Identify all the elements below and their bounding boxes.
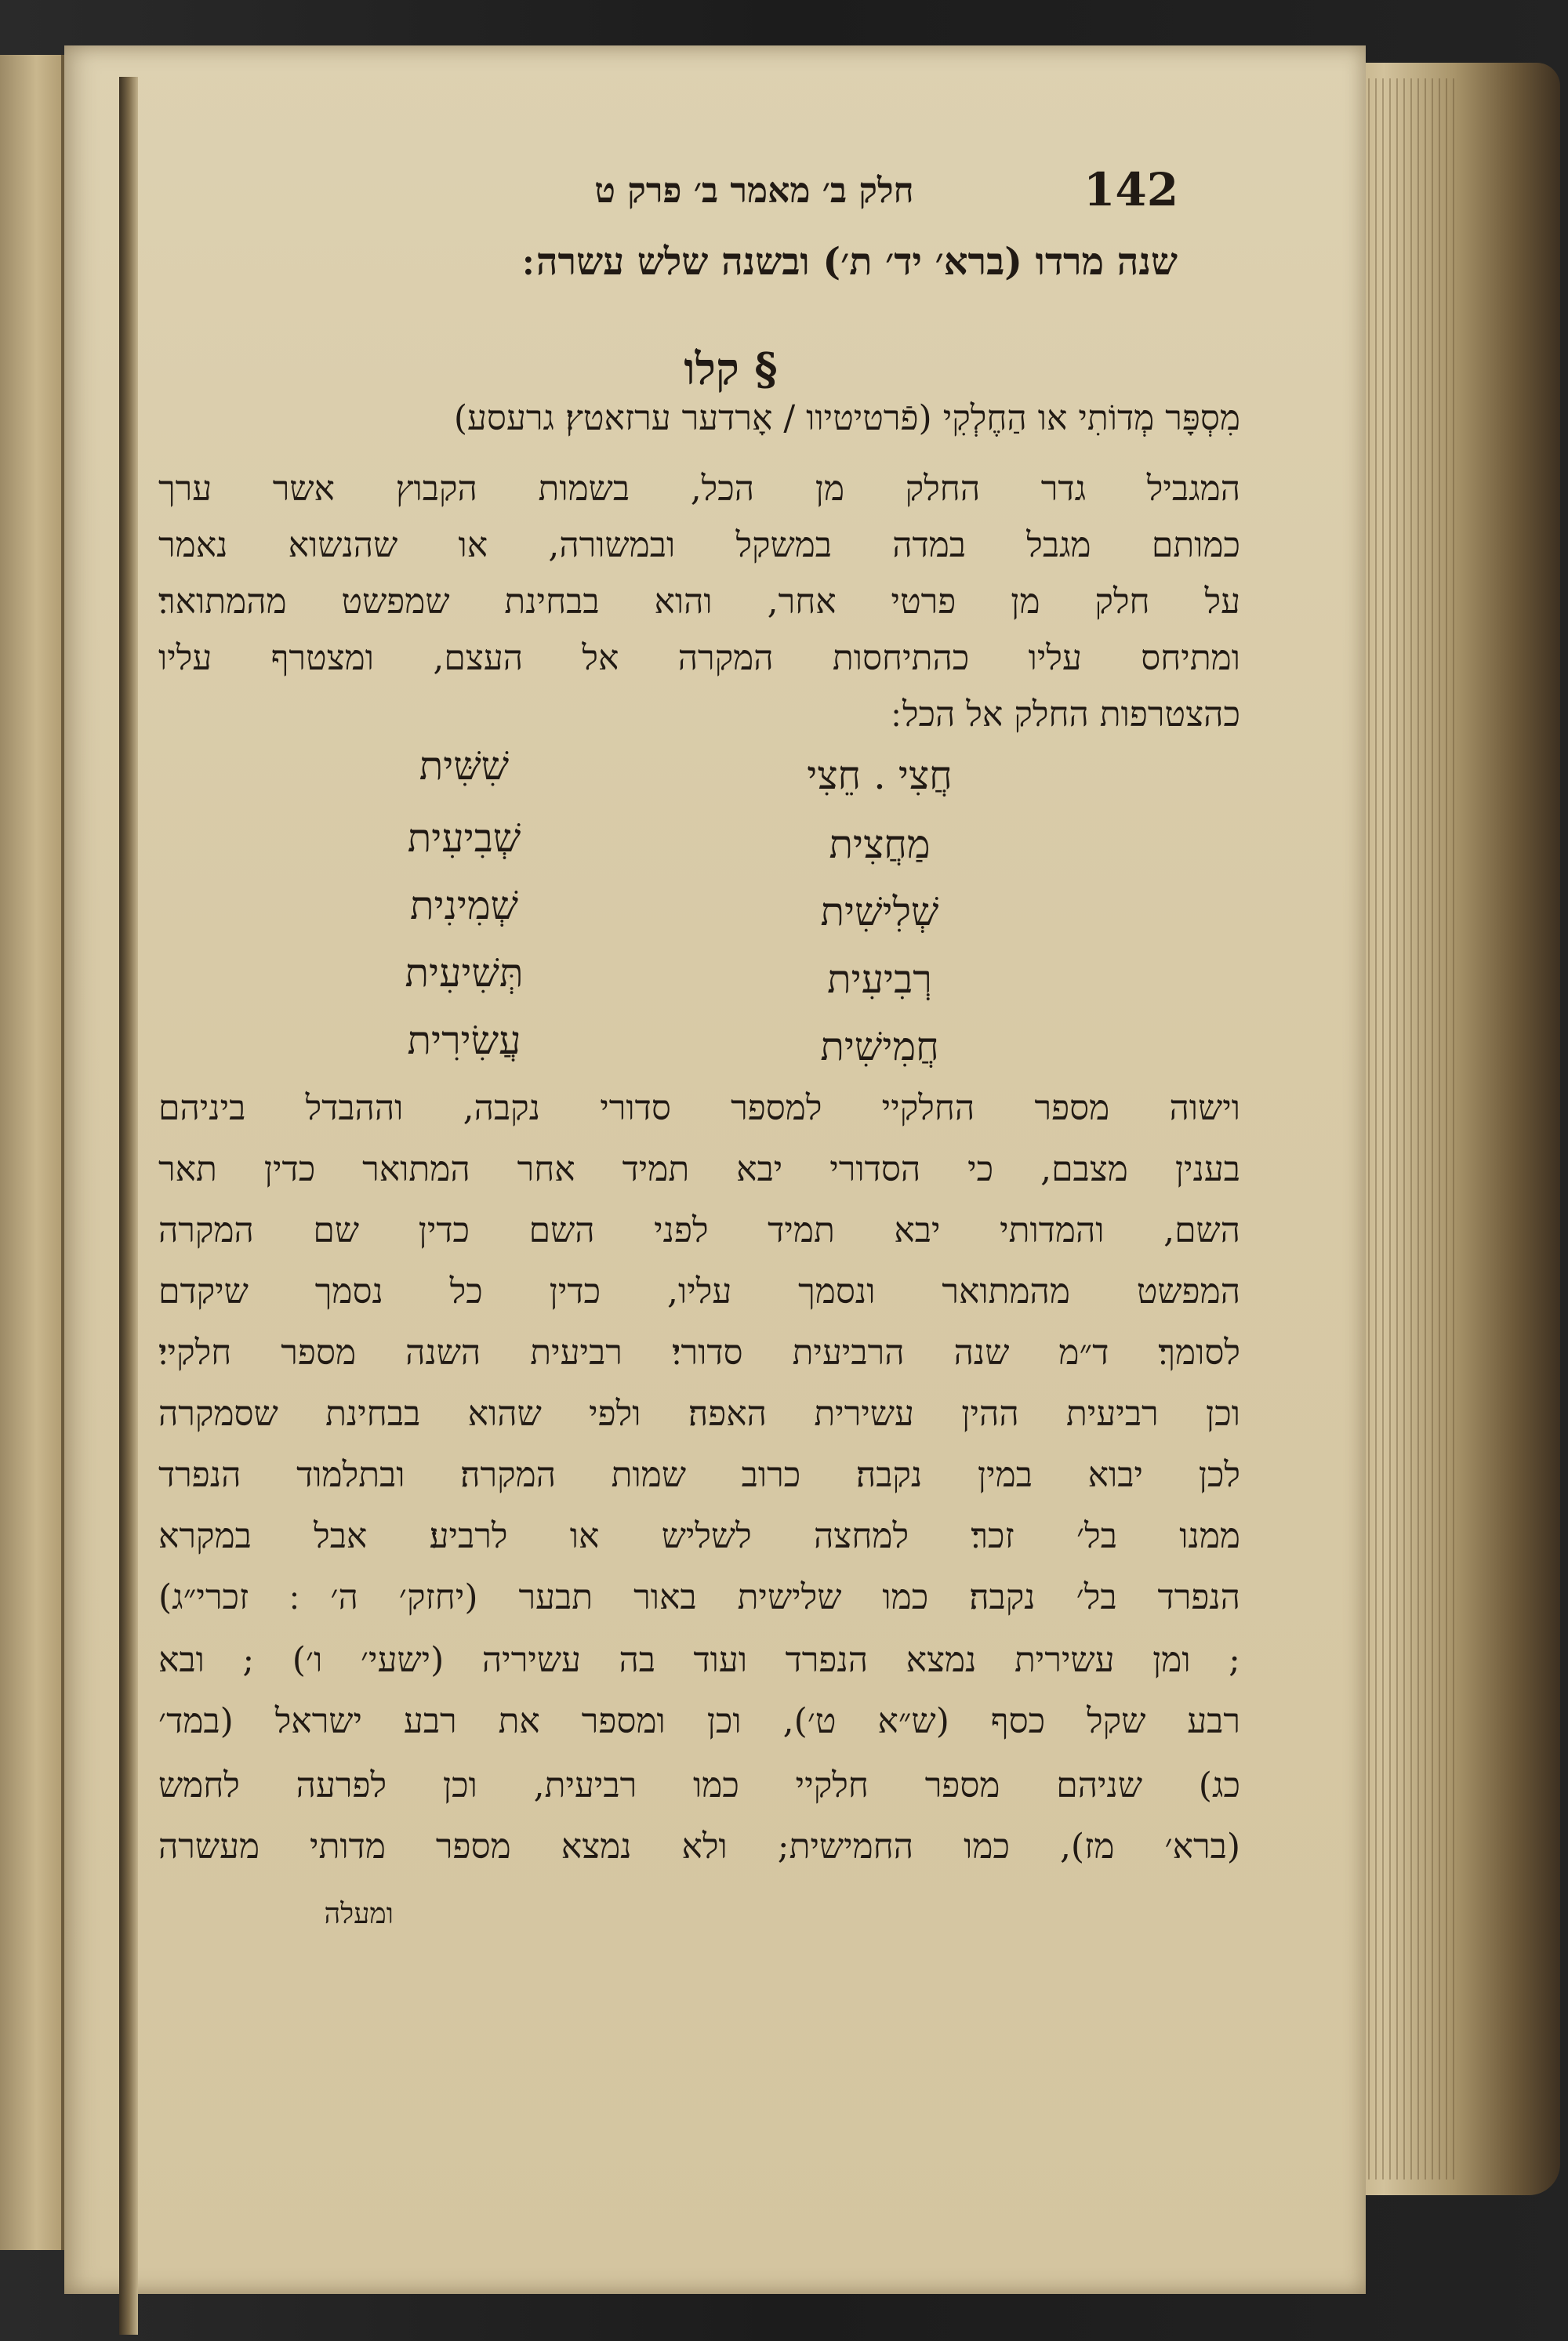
paragraph2-line: לסומך׃ ד״מ שנה הרביעית סדורי׃ רביעית השנה מספר חלקיי׃: [158, 1333, 1240, 1373]
running-header: חלק ב׳ מאמר ב׳ פרק ט: [594, 171, 914, 211]
paragraph1-line: המגביל גדר החלק מן הכל, בשמות הקבוץ אשר ערך: [158, 469, 1240, 509]
paragraph2-line: ממנו בל׳ זכר׃ למחצה לשליש או לרביע׃ אבל במקרא: [158, 1516, 1240, 1556]
top-line: שנה מרדו (ברא׳ יד׳ ת׳) ובשנה שלש עשרה ׃: [523, 240, 1178, 284]
page-number: 142: [1083, 163, 1179, 216]
fraction-term: שְׁלִישִׁית: [820, 889, 939, 935]
catchword: ומעלה: [324, 1898, 394, 1930]
previous-page-edge: [0, 55, 64, 2250]
fraction-term: תְּשִׁיעִית: [405, 950, 524, 996]
paragraph2-line: כג) שניהם מספר חלקיי כמו רביעית, וכן לפרעה לחמש: [158, 1766, 1240, 1806]
paragraph2-line: (ברא׳ מז), כמו החמישית; ולא נמצא מספר מדותי מעשרה: [158, 1827, 1240, 1867]
fraction-term: שְׁבִיעִית: [407, 815, 521, 861]
paragraph2-line: וישוה מספר החלקיי למספר סדורי נקבה, וההבדל ביניהם: [158, 1088, 1240, 1128]
fraction-term: מַחֲצִית: [829, 822, 931, 867]
paragraph1-line: כהצטרפות החלק אל הכל ׃: [891, 695, 1240, 735]
paragraph2-line: המפשט מהמתואר ונסמך עליו, כדין כל נסמך שיקדם: [158, 1272, 1240, 1312]
fraction-term: עֲשִׂירִית: [407, 1018, 521, 1063]
fraction-term: שִׁשִּׁית: [419, 743, 510, 789]
fraction-term: חֲמִישִׁית: [820, 1024, 939, 1069]
paragraph1-line: ומתיחס עליו כהתיחסות המקרה אל העצם, ומצטרף עליו: [158, 638, 1240, 678]
section-title-line: מִסְפָּר מְדוֹתִי או הַחֶלְקִי (פֿרטיטיוו / אָרדער ערזאטץ׃ גרעסע): [453, 398, 1240, 438]
paragraph2-line: ; ומן עשירית נמצא הנפרד ועוד בה עשיריה (ישעי׳ ו׳) ; ובא: [158, 1640, 1240, 1680]
paragraph2-line: בענין מצבם, כי הסדורי יבא תמיד אחר המתואר כדין תאר: [158, 1149, 1240, 1189]
binding-gutter: [119, 77, 138, 2335]
fraction-term: שְׁמִינִית: [409, 883, 518, 928]
book-page: [64, 45, 1366, 2294]
paragraph2-line: וכן רביעית ההין עשירית האפה׃ ולפי שהוא בבחינת שסמקרה: [158, 1394, 1240, 1434]
paragraph2-line: רבע שקל כסף (ש״א ט׳), וכן ומספר את רבע ישראל (במד׳: [158, 1701, 1240, 1741]
fraction-term: רְבִיעִית: [827, 956, 932, 1002]
fraction-term: חֲצִי . חֵצִי: [807, 753, 953, 798]
paragraph1-line: כמותם מגבל במדה במשקל ובמשורה, או שהנשוא נאמר: [158, 525, 1240, 565]
paragraph2-line: השם, והמדותי יבא תמיד לפני השם כדין שם המקרה: [158, 1210, 1240, 1250]
section-heading: § קלו: [684, 343, 778, 395]
paragraph2-line: לכן יבוא במין נקבה׃ כרוב שמות המקרה׃ ובתלמוד הנפרד: [158, 1455, 1240, 1495]
paragraph1-line: על חלק מן פרטי אחר, והוא בבחינת שמפשט מהמתואר׃: [158, 582, 1240, 622]
paragraph2-line: הנפרד בל׳ נקבה׃ כמו שלישית באור תבער (יחזק׳ ה׳ ׃ זכרי״ג): [158, 1577, 1240, 1617]
